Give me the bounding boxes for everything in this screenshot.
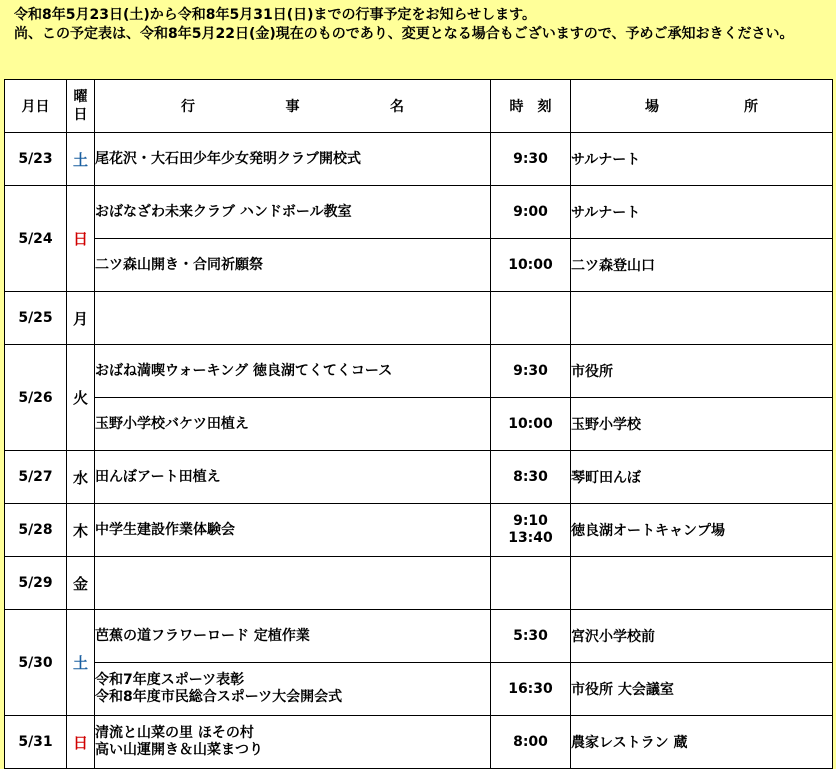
header-date: 月日 xyxy=(5,80,67,133)
schedule-body xyxy=(5,133,833,769)
time-cell: 16:30 xyxy=(491,663,571,716)
header-event-1: 行 xyxy=(181,99,195,115)
event-cell: おばね満喫ウォーキング 徳良湖てくてくコース xyxy=(95,345,491,398)
event-cell xyxy=(95,557,491,610)
event-cell: 尾花沢・大石田少年少女発明クラブ開校式 xyxy=(95,133,491,186)
time-cell xyxy=(491,292,571,345)
place-cell: 琴町田んぼ xyxy=(571,451,833,504)
header-dow-text: 曜日 xyxy=(73,89,88,123)
date-cell: 5/25 xyxy=(5,292,67,345)
header-event-2: 事 xyxy=(285,99,300,115)
time-cell xyxy=(491,557,571,610)
event-cell: 清流と山菜の里 ほその村 高い山運開き＆山菜まつり xyxy=(95,716,491,769)
time-cell: 9:00 xyxy=(491,186,571,239)
weekday-cell: 土 xyxy=(67,133,95,186)
header-row xyxy=(5,80,833,133)
weekday-cell: 月 xyxy=(67,292,95,345)
schedule-row xyxy=(5,133,833,186)
place-cell: 宮沢小学校前 xyxy=(571,610,833,663)
time-cell: 10:00 xyxy=(491,398,571,451)
schedule-row xyxy=(5,186,833,239)
header-time: 時 刻 xyxy=(491,80,571,133)
place-cell xyxy=(571,292,833,345)
weekday-cell: 金 xyxy=(67,557,95,610)
header-place-2: 所 xyxy=(744,99,758,115)
schedule-row xyxy=(5,716,833,769)
date-cell: 5/23 xyxy=(5,133,67,186)
event-cell: 田んぼアート田植え xyxy=(95,451,491,504)
date-cell: 5/26 xyxy=(5,345,67,451)
time-cell: 8:30 xyxy=(491,451,571,504)
schedule-row xyxy=(5,292,833,345)
schedule-row xyxy=(5,504,833,557)
schedule-row xyxy=(5,610,833,663)
time-cell: 9:30 xyxy=(491,133,571,186)
weekday-cell: 木 xyxy=(67,504,95,557)
notice-line-2: 尚、この予定表は、令和8年5月22日(金)現在のものであり、変更となる場合もございますので、予めご承知おきください。 xyxy=(14,26,794,42)
event-cell: 二ツ森山開き・合同祈願祭 xyxy=(95,239,491,292)
weekday-cell: 水 xyxy=(67,451,95,504)
event-cell: おばなざわ未来クラブ ハンドボール教室 xyxy=(95,186,491,239)
schedule-row xyxy=(5,451,833,504)
place-cell: サルナート xyxy=(571,133,833,186)
schedule-table xyxy=(4,79,833,769)
schedule-row xyxy=(5,345,833,398)
weekday-cell: 日 xyxy=(67,186,95,292)
place-cell: 徳良湖オートキャンプ場 xyxy=(571,504,833,557)
place-cell xyxy=(571,557,833,610)
header-place-1: 場 xyxy=(645,99,659,115)
place-cell: 農家レストラン 蔵 xyxy=(571,716,833,769)
date-cell: 5/24 xyxy=(5,186,67,292)
event-cell: 芭蕉の道フラワーロード 定植作業 xyxy=(95,610,491,663)
schedule-row xyxy=(5,398,833,451)
event-cell: 中学生建設作業体験会 xyxy=(95,504,491,557)
time-cell: 9:30 xyxy=(491,345,571,398)
place-cell: 市役所 xyxy=(571,345,833,398)
header-place xyxy=(571,80,833,133)
schedule-row xyxy=(5,239,833,292)
place-cell: 玉野小学校 xyxy=(571,398,833,451)
date-cell: 5/27 xyxy=(5,451,67,504)
date-cell: 5/29 xyxy=(5,557,67,610)
header-event-3: 名 xyxy=(390,99,404,115)
notice xyxy=(0,0,836,79)
date-cell: 5/28 xyxy=(5,504,67,557)
event-cell xyxy=(95,292,491,345)
time-cell: 10:00 xyxy=(491,239,571,292)
header-event xyxy=(95,80,491,133)
weekday-cell: 土 xyxy=(67,610,95,716)
schedule-row xyxy=(5,663,833,716)
weekday-cell: 日 xyxy=(67,716,95,769)
weekday-cell: 火 xyxy=(67,345,95,451)
date-cell: 5/31 xyxy=(5,716,67,769)
date-cell: 5/30 xyxy=(5,610,67,716)
place-cell: サルナート xyxy=(571,186,833,239)
place-cell: 市役所 大会議室 xyxy=(571,663,833,716)
notice-line-1: 令和8年5月23日(土)から令和8年5月31日(日)までの行事予定をお知らせします。 xyxy=(14,7,536,23)
time-cell: 9:10 13:40 xyxy=(491,504,571,557)
schedule-row xyxy=(5,557,833,610)
header-dow xyxy=(67,80,95,133)
event-cell: 玉野小学校バケツ田植え xyxy=(95,398,491,451)
event-cell: 令和7年度スポーツ表彰 令和8年度市民総合スポーツ大会開会式 xyxy=(95,663,491,716)
time-cell: 5:30 xyxy=(491,610,571,663)
place-cell: 二ツ森登山口 xyxy=(571,239,833,292)
time-cell: 8:00 xyxy=(491,716,571,769)
